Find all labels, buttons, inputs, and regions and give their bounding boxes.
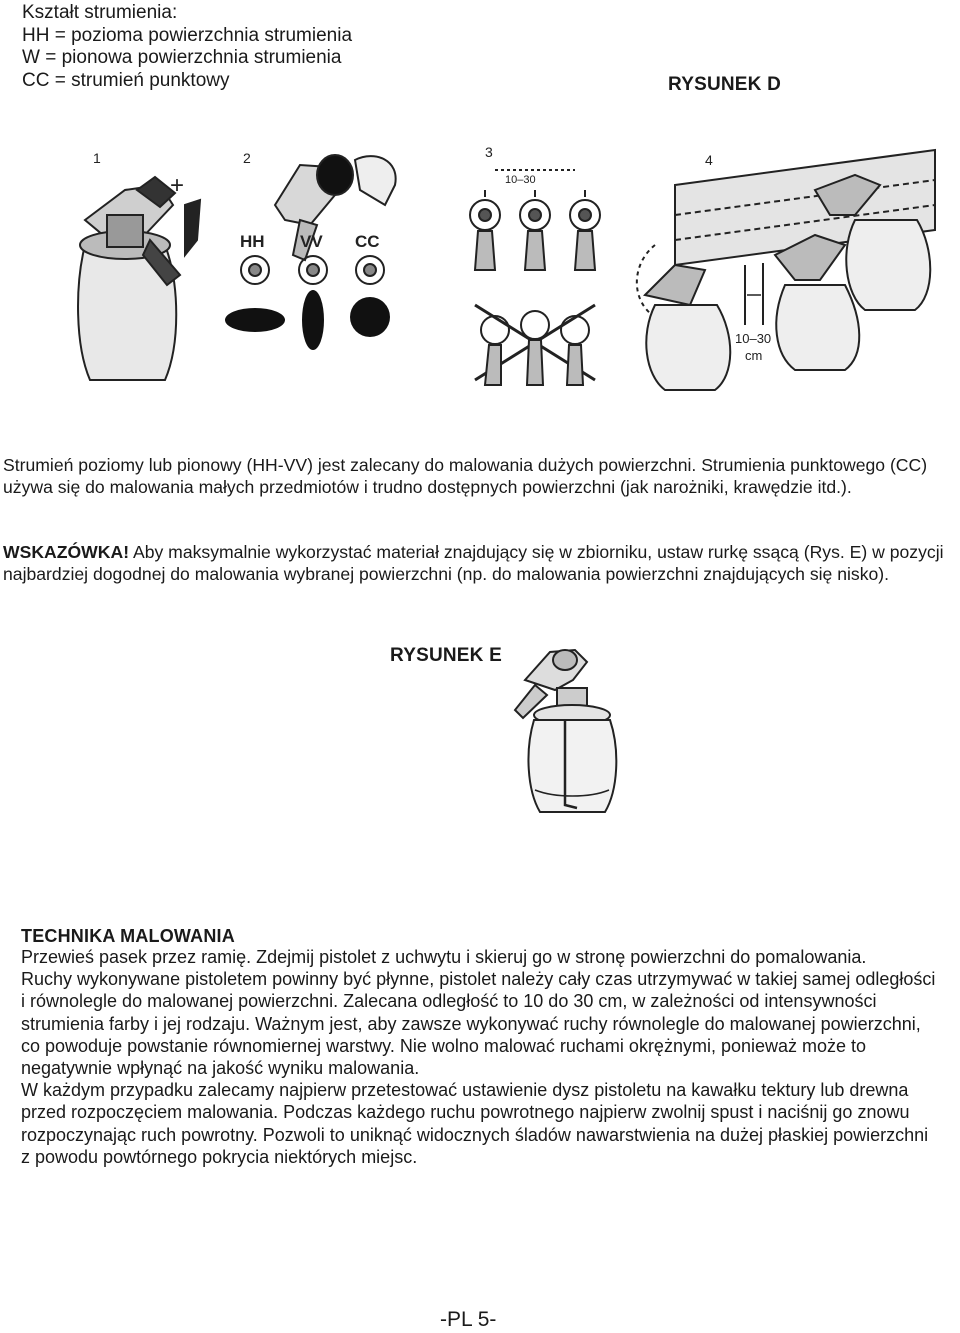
figure-d-panel-2 bbox=[225, 150, 396, 350]
spray-pattern-horizontal bbox=[225, 308, 285, 332]
section-title-painting-technique: TECHNIKA MALOWANIA bbox=[21, 926, 235, 946]
nozzle-label-hh: HH bbox=[240, 232, 265, 251]
step-label-2: 2 bbox=[243, 150, 251, 166]
step-label-1: 1 bbox=[93, 150, 101, 166]
nozzle-label-cc: CC bbox=[355, 232, 380, 251]
nozzle-label-vv: VV bbox=[300, 232, 323, 251]
figure-d-title: RYSUNEK D bbox=[668, 74, 781, 95]
note-text: Aby maksymalnie wykorzystać materiał znajdujący się w zbiorniku, ustaw rurkę ssącą (Rys. E) w pozycji najbardziej dogodnej do malowania wybranej powierzchni (np. do malowania powierzchni znajdujących się nisko). bbox=[3, 542, 944, 584]
note-paragraph bbox=[3, 542, 948, 585]
spray-pattern-point bbox=[350, 297, 390, 337]
spray-shape-legend bbox=[22, 2, 352, 92]
plus-sign: + bbox=[170, 172, 185, 199]
step-label-4: 4 bbox=[705, 152, 713, 168]
page-number: -PL 5- bbox=[440, 1308, 497, 1331]
legend-item-hh: HH = pozioma powierzchnia strumienia bbox=[22, 24, 353, 46]
note-label: WSKAZÓWKA! bbox=[3, 542, 130, 562]
legend-title: Kształt strumienia: bbox=[22, 2, 178, 23]
technique-paragraph-1: Przewieś pasek przez ramię. Zdejmij pistolet z uchwytu i skieruj go w stronę powierzchni do pomalowania. bbox=[21, 947, 867, 967]
legend-item-w: W = pionowa powierzchnia strumienia bbox=[22, 47, 342, 68]
figure-e-illustration bbox=[505, 640, 630, 820]
figure-d-panel-3 bbox=[470, 145, 600, 385]
spray-pattern-vertical bbox=[302, 290, 324, 350]
painting-technique-body bbox=[21, 946, 941, 1168]
paragraph-spray-usage: Strumień poziomy lub pionowy (HH-VV) jest zalecany do malowania dużych powierzchni. Strumienia punktowego (CC) używa się do malowania małych przedmiotów i trudno dostępnych powierzchni (jak narożniki, krawędzie itd.). bbox=[3, 455, 928, 497]
figure-d-panel-1 bbox=[78, 150, 200, 380]
figure-d-illustration bbox=[55, 145, 955, 395]
figure-e-title: RYSUNEK E bbox=[390, 645, 502, 666]
legend-item-cc: CC = strumień punktowy bbox=[22, 69, 230, 91]
range-label-step4: 10–30 bbox=[735, 331, 772, 346]
unit-label: cm bbox=[745, 348, 763, 363]
step-label-3: 3 bbox=[485, 145, 493, 160]
technique-paragraph-2: Ruchy wykonywane pistoletem powinny być płynne, pistolet należy cały czas utrzymywać w takiej samej odległości i równolegle do malowanej powierzchni. Zalecana odległość to 10 do 30 cm, w zależności od intensywności strumienia farby i jej rodzaju. Ważnym jest, aby zawsze wykonywać ruchy równolegle do malowanej powierzchni, co powoduje powstanie równomiernej warstwy. Nie wolno malować ruchami okrężnymi, ponieważ może to negatywnie wpłynąć na jakość wyniku malowania. bbox=[21, 969, 936, 1079]
range-label-step3: 10–30 bbox=[505, 174, 536, 186]
figure-d-panel-4 bbox=[637, 150, 935, 390]
technique-paragraph-3: W każdym przypadku zalecamy najpierw przetestować ustawienie dysz pistoletu na kawałku tektury lub drewna przed rozpoczęciem malowania. Podczas każdego ruchu powrotnego najpierw zwolnij spust i naciśnij go znowu rozpoczynając ruch powrotny. Pozwoli to uniknąć widocznych śladów nawarstwienia na dużej płaskiej powierzchni z powodu powtórnego pokrycia niektórych miejsc. bbox=[21, 1080, 929, 1167]
